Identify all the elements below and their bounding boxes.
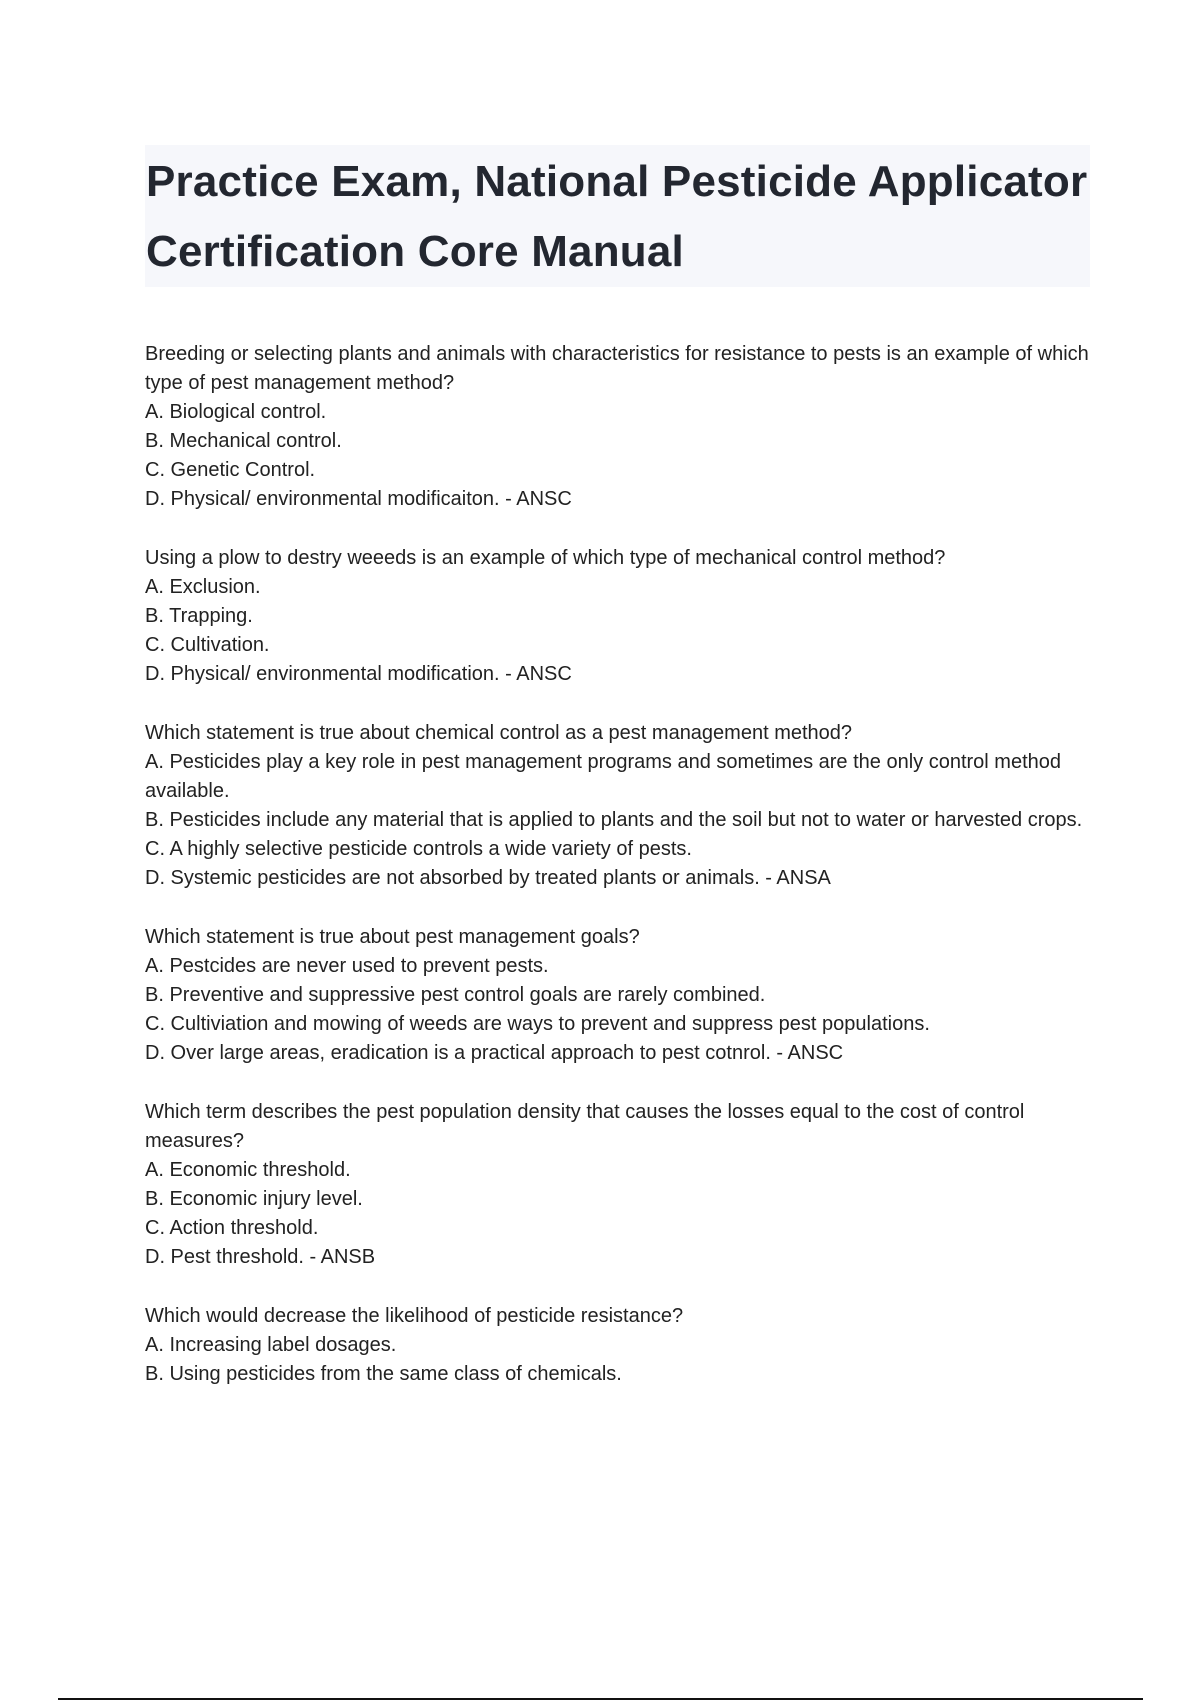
answer-option-c: C. A highly selective pesticide controls a wide variety of pests. (145, 838, 692, 860)
page-title: Practice Exam, National Pesticide Applicator Certification Core Manual (146, 157, 1088, 276)
answer-option-c: C. Cultivation. (145, 634, 270, 656)
answer-option-c: C. Action threshold. (145, 1217, 319, 1239)
question-text: Using a plow to destry weeeds is an example of which type of mechanical control method? (145, 547, 946, 569)
question-4 (145, 923, 1090, 1068)
question-text: Which statement is true about pest management goals? (145, 926, 640, 948)
question-text: Which term describes the pest population density that causes the losses equal to the cost of control measures? (145, 1101, 1025, 1152)
answer-option-d: D. Pest threshold. - ANSB (145, 1246, 376, 1268)
answer-option-a: A. Increasing label dosages. (145, 1334, 397, 1356)
question-list (145, 340, 1090, 1419)
question-5 (145, 1098, 1090, 1272)
answer-option-a: A. Biological control. (145, 401, 327, 423)
answer-option-a: A. Pestcides are never used to prevent pests. (145, 955, 549, 977)
question-6 (145, 1302, 1090, 1389)
question-text: Which would decrease the likelihood of pesticide resistance? (145, 1305, 684, 1327)
answer-option-d: D. Physical/ environmental modificaiton. - ANSC (145, 488, 572, 510)
answer-option-a: A. Economic threshold. (145, 1159, 351, 1181)
answer-option-c: C. Genetic Control. (145, 459, 316, 481)
answer-option-d: D. Systemic pesticides are not absorbed by treated plants or animals. - ANSA (145, 867, 831, 889)
answer-option-b: B. Preventive and suppressive pest control goals are rarely combined. (145, 984, 766, 1006)
answer-option-b: B. Economic injury level. (145, 1188, 363, 1210)
answer-option-b: B. Using pesticides from the same class of chemicals. (145, 1363, 622, 1385)
answer-option-b: B. Pesticides include any material that is applied to plants and the soil but not to water or harvested crops. (145, 809, 1083, 831)
answer-option-a: A. Pesticides play a key role in pest management programs and sometimes are the only control method available. (145, 751, 1062, 802)
answer-option-d: D. Over large areas, eradication is a practical approach to pest cotnrol. - ANSC (145, 1042, 844, 1064)
answer-option-c: C. Cultiviation and mowing of weeds are ways to prevent and suppress pest populations. (145, 1013, 930, 1035)
question-2 (145, 544, 1090, 689)
question-3 (145, 719, 1090, 893)
title-box (145, 145, 1090, 287)
answer-option-a: A. Exclusion. (145, 576, 261, 598)
answer-option-b: B. Trapping. (145, 605, 253, 627)
question-text: Breeding or selecting plants and animals with characteristics for resistance to pests is an example of which type of pest management method? (145, 343, 1089, 394)
answer-option-b: B. Mechanical control. (145, 430, 342, 452)
question-1 (145, 340, 1090, 514)
answer-option-d: D. Physical/ environmental modification. - ANSC (145, 663, 572, 685)
question-text: Which statement is true about chemical control as a pest management method? (145, 722, 853, 744)
